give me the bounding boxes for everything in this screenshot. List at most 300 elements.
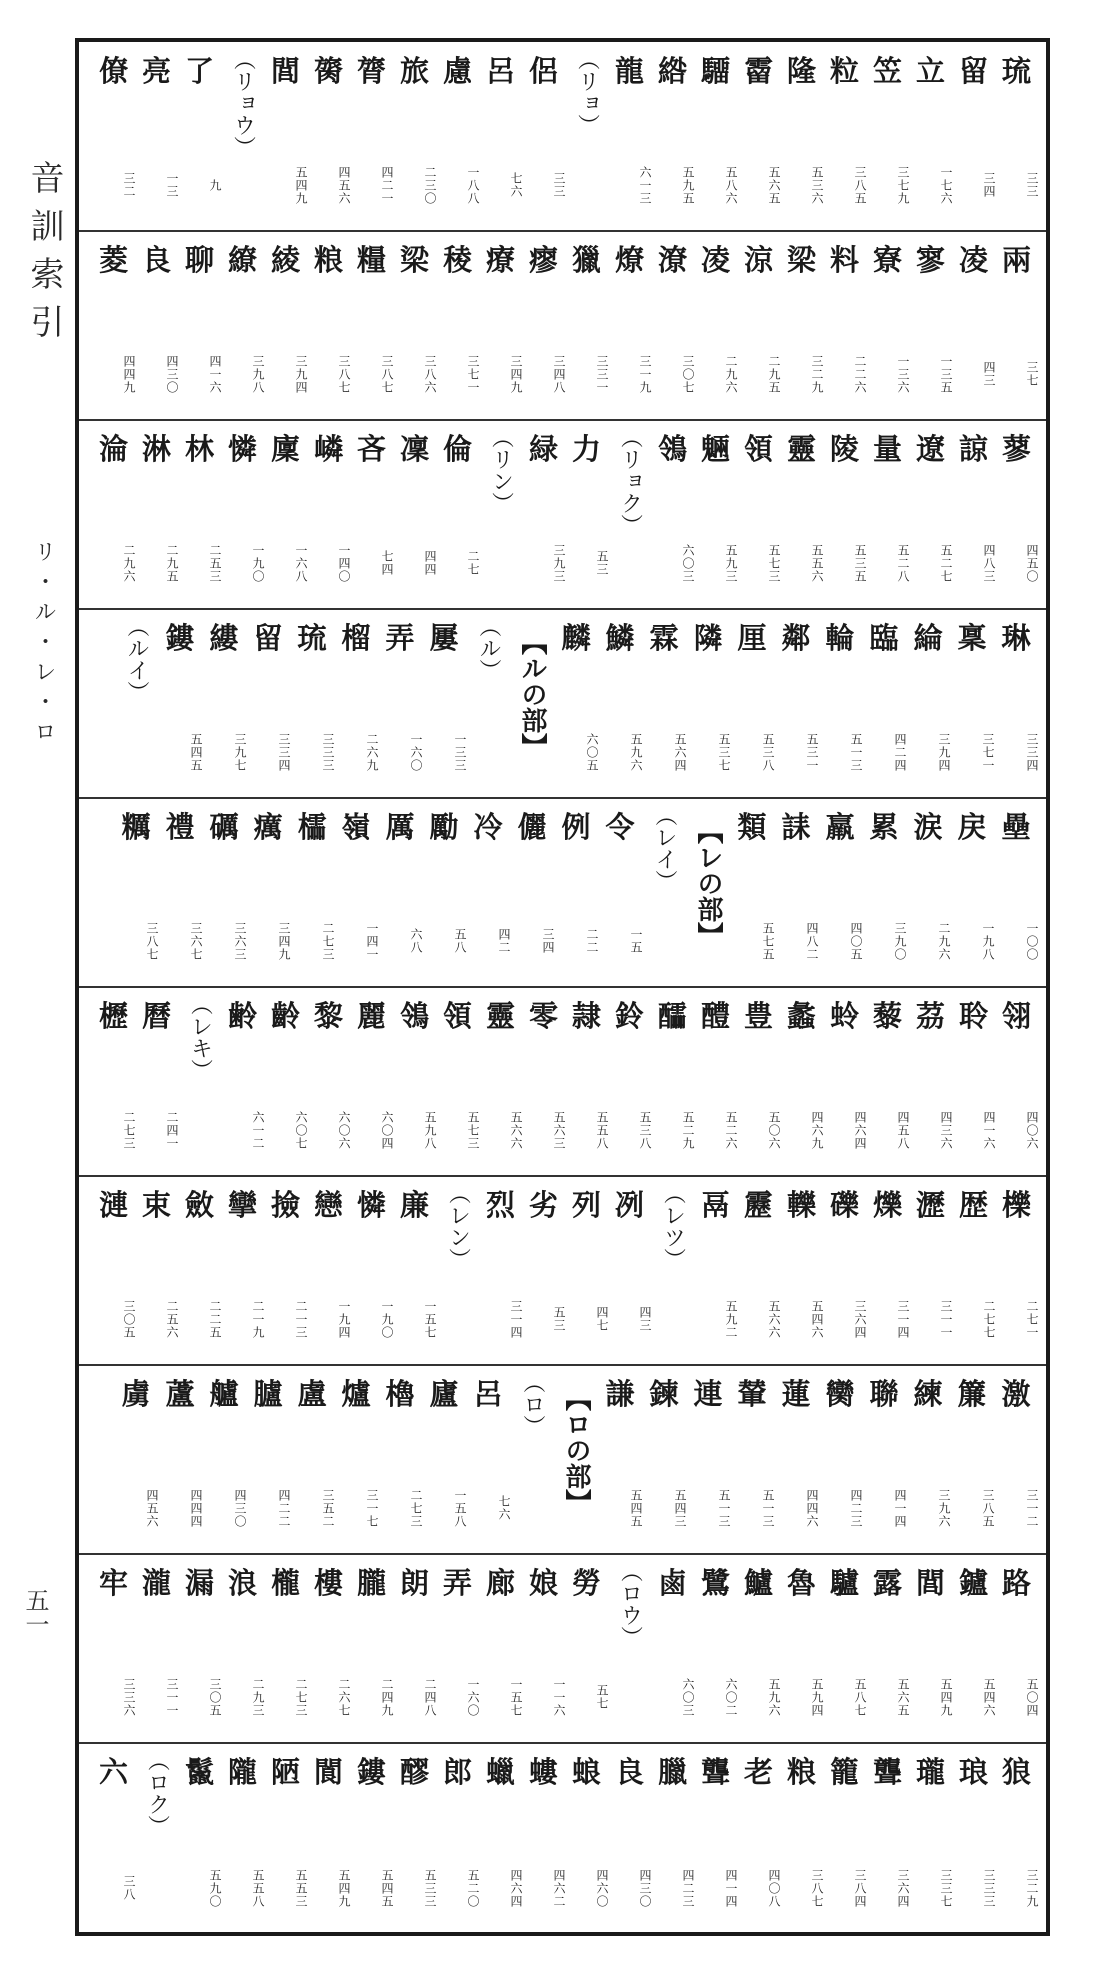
entry-character: 鈴 xyxy=(614,999,644,1033)
index-entry xyxy=(737,1743,780,1933)
index-entry xyxy=(737,420,780,608)
index-entry xyxy=(290,798,334,986)
entry-page-number: 二七三 xyxy=(294,1677,308,1717)
section-subtitle: リ・ル・レ・ロ xyxy=(31,540,56,750)
entry-character: 亮 xyxy=(141,54,171,88)
entry-page-number: 三四 xyxy=(541,928,555,954)
entry-character: 劣 xyxy=(528,1188,558,1222)
index-entry xyxy=(995,1743,1038,1933)
entry-page-number: 六〇七 xyxy=(294,1110,308,1150)
index-row xyxy=(79,42,1046,232)
index-entry xyxy=(350,420,393,608)
entry-character: 立 xyxy=(915,54,945,88)
entry-page-number: 四六四 xyxy=(853,1110,867,1150)
entry-character: 呂 xyxy=(473,1377,503,1411)
index-entry xyxy=(995,987,1038,1175)
index-entry xyxy=(565,420,608,608)
entry-character: 良 xyxy=(141,243,171,277)
index-row-entries xyxy=(92,987,1038,1175)
entry-character: 粮 xyxy=(313,243,343,277)
entry-character: 藜 xyxy=(872,999,902,1033)
entry-page-number: 三二 xyxy=(122,172,136,198)
entry-character: 凜 xyxy=(399,432,429,466)
reading-marker xyxy=(221,42,264,230)
index-entry xyxy=(246,609,290,797)
index-entry xyxy=(608,1743,651,1933)
index-entry xyxy=(422,1365,466,1553)
index-row xyxy=(79,1365,1046,1555)
index-entry xyxy=(598,1365,642,1553)
entry-page-number: 四六九 xyxy=(810,1110,824,1150)
entry-page-number: 四四 xyxy=(423,550,437,576)
entry-character: 綾 xyxy=(270,243,300,277)
entry-page-number: 六一二 xyxy=(251,1110,265,1150)
entry-character: 僚 xyxy=(98,54,128,88)
index-entry xyxy=(334,798,378,986)
entry-page-number: 一三六 xyxy=(896,354,910,394)
entry-character: 膐 xyxy=(313,54,343,88)
entry-page-number: 七四 xyxy=(380,550,394,576)
index-entry xyxy=(246,798,290,986)
entry-page-number: 五七三 xyxy=(767,543,781,583)
index-entry xyxy=(909,1743,952,1933)
index-row xyxy=(79,987,1046,1177)
index-entry xyxy=(737,231,780,419)
entry-page-number: 四三〇 xyxy=(165,354,179,394)
entry-page-number: 五四三 xyxy=(673,1488,687,1528)
entry-character: 廉 xyxy=(399,1188,429,1222)
entry-character: 魎 xyxy=(700,432,730,466)
index-entry xyxy=(694,231,737,419)
entry-character: 琅 xyxy=(958,1755,988,1789)
index-entry xyxy=(135,420,178,608)
entry-character: 鄰 xyxy=(781,621,811,655)
index-entry xyxy=(92,231,135,419)
entry-page-number: 五五三 xyxy=(294,1868,308,1908)
entry-character: 鷺 xyxy=(700,1566,730,1600)
entry-character: 櫺 xyxy=(297,810,327,844)
index-row-entries xyxy=(92,1554,1038,1742)
entry-page-number: 五三 xyxy=(595,550,609,576)
index-entry xyxy=(598,798,642,986)
entry-page-number: 五二九 xyxy=(681,1110,695,1150)
index-entry xyxy=(862,609,906,797)
entry-character: 綸 xyxy=(913,621,943,655)
entry-page-number: 五八 xyxy=(453,928,467,954)
index-entry xyxy=(264,1743,307,1933)
entry-character: 壘 xyxy=(1001,810,1031,844)
entry-character: 瀧 xyxy=(141,1566,171,1600)
entry-character: 粮 xyxy=(786,1755,816,1789)
entry-page-number: 五五六 xyxy=(810,543,824,583)
entry-character: （レン） xyxy=(445,1182,471,1270)
index-entry xyxy=(307,1554,350,1742)
entry-page-number: 四三 xyxy=(638,1306,652,1332)
entry-character: 爐 xyxy=(341,1377,371,1411)
entry-character: 厘 xyxy=(737,621,767,655)
entry-character: 旅 xyxy=(399,54,429,88)
entry-character: 蓮 xyxy=(781,1377,811,1411)
entry-page-number: 二六九 xyxy=(365,732,379,772)
index-row xyxy=(79,609,1046,799)
entry-page-number: 一五七 xyxy=(509,1677,523,1717)
entry-page-number: 五九八 xyxy=(423,1110,437,1150)
index-entry xyxy=(774,1365,818,1553)
entry-page-number: 三九七 xyxy=(233,732,247,772)
index-entry xyxy=(950,798,994,986)
entry-page-number: 一〇〇 xyxy=(1025,921,1039,961)
entry-page-number: 四五六 xyxy=(145,1488,159,1528)
index-row-entries xyxy=(114,609,1038,797)
entry-character: 涼 xyxy=(743,243,773,277)
index-entry xyxy=(522,1743,565,1933)
entry-page-number: 五〇四 xyxy=(1025,1677,1039,1717)
entry-page-number: 三三三 xyxy=(982,1868,996,1908)
entry-page-number: 三九三 xyxy=(552,543,566,583)
entry-page-number: 三九六 xyxy=(937,1488,951,1528)
index-entry xyxy=(393,42,436,230)
entry-character: 靈 xyxy=(485,999,515,1033)
entry-character: 廬 xyxy=(429,1377,459,1411)
index-entry xyxy=(906,1365,950,1553)
entry-page-number: 四二三 xyxy=(849,1488,863,1528)
index-entry xyxy=(436,231,479,419)
entry-character: 鱗 xyxy=(605,621,635,655)
entry-page-number: 二五三 xyxy=(208,543,222,583)
index-entry xyxy=(818,1365,862,1553)
index-entry xyxy=(730,798,774,986)
entry-page-number: 二二 xyxy=(585,928,599,954)
entry-character: 凌 xyxy=(700,243,730,277)
index-entry xyxy=(565,1743,608,1933)
index-entry xyxy=(780,1743,823,1933)
entry-page-number: 二九五 xyxy=(165,543,179,583)
entry-character: 嶺 xyxy=(341,810,371,844)
entry-character: 寮 xyxy=(872,243,902,277)
entry-page-number: 二九六 xyxy=(724,354,738,394)
index-entry xyxy=(909,1176,952,1364)
entry-page-number: 三六七 xyxy=(189,921,203,961)
entry-page-number: 四四六 xyxy=(805,1488,819,1528)
index-entry xyxy=(554,609,598,797)
index-entry xyxy=(866,231,909,419)
index-entry xyxy=(780,987,823,1175)
entry-character: 樓 xyxy=(313,1566,343,1600)
entry-page-number: 四一四 xyxy=(893,1488,907,1528)
entry-page-number: 三八六 xyxy=(423,354,437,394)
entry-character: 聯 xyxy=(869,1377,899,1411)
reading-marker xyxy=(466,609,510,797)
entry-page-number: 一五七 xyxy=(423,1299,437,1339)
entry-page-number: 三八七 xyxy=(380,354,394,394)
entry-page-number: 三三六 xyxy=(122,1677,136,1717)
index-entry xyxy=(565,987,608,1175)
index-entry xyxy=(422,798,466,986)
entry-character: 麟 xyxy=(561,621,591,655)
entry-character: 菱 xyxy=(98,243,128,277)
entry-page-number: 四二一 xyxy=(380,165,394,205)
entry-character: 謙 xyxy=(605,1377,635,1411)
index-entry xyxy=(135,231,178,419)
entry-page-number: 二四八 xyxy=(423,1677,437,1717)
entry-page-number: 五九六 xyxy=(767,1677,781,1717)
index-entry xyxy=(608,42,651,230)
entry-page-number: 五六六 xyxy=(767,1299,781,1339)
reading-marker xyxy=(178,987,221,1175)
entry-character: 糲 xyxy=(121,810,151,844)
index-entry xyxy=(952,987,995,1175)
entry-page-number: 七六 xyxy=(497,1495,511,1521)
index-entry xyxy=(522,1554,565,1742)
index-table xyxy=(75,38,1050,1936)
entry-character: 隆 xyxy=(786,54,816,88)
entry-character: 狼 xyxy=(1001,1755,1031,1789)
entry-page-number: 四二四 xyxy=(893,732,907,772)
entry-character: 梁 xyxy=(786,243,816,277)
index-entry xyxy=(823,1554,866,1742)
index-entry xyxy=(522,231,565,419)
entry-page-number: 五三八 xyxy=(761,732,775,772)
index-title: 音訓索引 xyxy=(24,160,64,352)
reading-marker xyxy=(479,420,522,608)
entry-character: 了 xyxy=(184,54,214,88)
index-entry xyxy=(221,1554,264,1742)
entry-page-number: 三八 xyxy=(122,1875,136,1901)
index-entry xyxy=(694,1554,737,1742)
entry-character: 列 xyxy=(571,1188,601,1222)
entry-character: 斂 xyxy=(184,1188,214,1222)
entry-page-number: 五三五 xyxy=(853,543,867,583)
entry-page-number: 四二二 xyxy=(277,1488,291,1528)
entry-page-number: 二七三 xyxy=(321,921,335,961)
entry-character: 艫 xyxy=(209,1377,239,1411)
entry-character: 浪 xyxy=(227,1566,257,1600)
entry-page-number: 五四六 xyxy=(982,1677,996,1717)
index-row-entries xyxy=(114,1365,1038,1553)
entry-character: 倫 xyxy=(442,432,472,466)
entry-character: 憐 xyxy=(227,432,257,466)
index-entry xyxy=(479,1176,522,1364)
index-row-entries xyxy=(92,1743,1038,1933)
section-heading xyxy=(554,1365,598,1553)
entry-page-number: 二四九 xyxy=(380,1677,394,1717)
entry-page-number: 五六五 xyxy=(896,1677,910,1717)
entry-character: 琳 xyxy=(1001,621,1031,655)
index-entry xyxy=(114,798,158,986)
entry-character: 翎 xyxy=(1001,999,1031,1033)
entry-page-number: 五二六 xyxy=(724,1110,738,1150)
index-entry xyxy=(92,1554,135,1742)
index-entry xyxy=(818,609,862,797)
index-entry xyxy=(393,1176,436,1364)
index-entry xyxy=(866,1743,909,1933)
entry-character: （リョク） xyxy=(617,426,643,536)
index-entry xyxy=(393,231,436,419)
entry-character: 鴒 xyxy=(399,999,429,1033)
entry-character: 靂 xyxy=(743,1188,773,1222)
index-entry xyxy=(651,1554,694,1742)
entry-page-number: 三四八 xyxy=(552,354,566,394)
entry-character: 隣 xyxy=(693,621,723,655)
entry-character: 糧 xyxy=(356,243,386,277)
entry-character: 領 xyxy=(743,432,773,466)
index-entry xyxy=(436,1743,479,1933)
entry-character: 【ルの部】 xyxy=(517,629,547,759)
entry-page-number: 四二 xyxy=(497,928,511,954)
entry-character: 零 xyxy=(528,999,558,1033)
index-entry xyxy=(92,1743,135,1933)
entry-character: 籠 xyxy=(829,1755,859,1789)
entry-character: 麗 xyxy=(356,999,386,1033)
index-entry xyxy=(909,987,952,1175)
entry-character: 廊 xyxy=(485,1566,515,1600)
index-entry xyxy=(780,42,823,230)
index-entry xyxy=(651,1743,694,1933)
index-entry xyxy=(114,1365,158,1553)
index-entry xyxy=(737,1176,780,1364)
entry-character: 蠟 xyxy=(485,1755,515,1789)
index-entry xyxy=(774,798,818,986)
entry-character: 龍 xyxy=(614,54,644,88)
entry-page-number: 四五六 xyxy=(337,165,351,205)
index-entry xyxy=(994,798,1038,986)
entry-character: 戀 xyxy=(313,1188,343,1222)
entry-character: 練 xyxy=(913,1377,943,1411)
entry-character: 瘳 xyxy=(528,243,558,277)
entry-page-number: 二九五 xyxy=(767,354,781,394)
entry-character: 漏 xyxy=(184,1566,214,1600)
entry-character: 儷 xyxy=(517,810,547,844)
entry-character: 蘆 xyxy=(165,1377,195,1411)
entry-character: 療 xyxy=(485,243,515,277)
entry-page-number: 五三八 xyxy=(638,1110,652,1150)
entry-page-number: 一四一 xyxy=(365,921,379,961)
entry-page-number: 四五八 xyxy=(896,1110,910,1150)
entry-character: 寥 xyxy=(915,243,945,277)
index-entry xyxy=(350,1176,393,1364)
entry-page-number: 三七一 xyxy=(466,354,480,394)
entry-page-number: 三九四 xyxy=(937,732,951,772)
entry-page-number: 五一三 xyxy=(761,1488,775,1528)
entry-page-number: 五九二 xyxy=(724,1299,738,1339)
entry-character: 齢 xyxy=(227,999,257,1033)
index-entry xyxy=(158,1365,202,1553)
index-entry xyxy=(221,231,264,419)
entry-character: 閭 xyxy=(915,1566,945,1600)
index-entry xyxy=(158,798,202,986)
entry-character: 聾 xyxy=(700,1755,730,1789)
index-row-entries xyxy=(114,798,1038,986)
entry-character: 戻 xyxy=(957,810,987,844)
index-entry xyxy=(393,1554,436,1742)
entry-page-number: 五六五 xyxy=(767,165,781,205)
entry-page-number: 三四 xyxy=(982,172,996,198)
index-row-entries xyxy=(92,42,1038,230)
entry-page-number: 三一一 xyxy=(939,1299,953,1339)
reading-marker xyxy=(114,609,158,797)
entry-page-number: 二六七 xyxy=(337,1677,351,1717)
index-entry xyxy=(737,42,780,230)
index-entry xyxy=(866,987,909,1175)
entry-page-number: 五七三 xyxy=(466,1110,480,1150)
index-entry xyxy=(952,1554,995,1742)
entry-character: 瀝 xyxy=(915,1188,945,1222)
entry-page-number: 四一六 xyxy=(208,354,222,394)
reading-marker xyxy=(651,1176,694,1364)
entry-character: 冽 xyxy=(614,1188,644,1222)
index-entry xyxy=(92,987,135,1175)
entry-page-number: 二四一 xyxy=(165,1110,179,1150)
entry-character: 朧 xyxy=(356,1566,386,1600)
entry-page-number: 五六六 xyxy=(509,1110,523,1150)
entry-character: 陵 xyxy=(829,432,859,466)
entry-character: 鬲 xyxy=(700,1188,730,1222)
index-entry xyxy=(158,609,202,797)
entry-page-number: 三三四 xyxy=(1025,732,1039,772)
index-entry xyxy=(178,1554,221,1742)
section-heading xyxy=(510,609,554,797)
entry-page-number: 五二八 xyxy=(896,543,910,583)
index-row xyxy=(79,420,1046,610)
entry-page-number: 二七七 xyxy=(982,1299,996,1339)
index-entry xyxy=(694,987,737,1175)
index-entry xyxy=(694,42,737,230)
entry-page-number: 四五〇 xyxy=(1025,543,1039,583)
entry-character: 曆 xyxy=(141,999,171,1033)
entry-character: 老 xyxy=(743,1755,773,1789)
entry-page-number: 一九〇 xyxy=(251,543,265,583)
entry-page-number: 三六四 xyxy=(896,1868,910,1908)
entry-character: 蠡 xyxy=(786,999,816,1033)
entry-page-number: 一八八 xyxy=(466,165,480,205)
index-row xyxy=(79,231,1046,421)
entry-character: 禮 xyxy=(165,810,195,844)
index-entry xyxy=(994,609,1038,797)
index-entry xyxy=(866,420,909,608)
entry-character: 廩 xyxy=(270,432,300,466)
entry-page-number: 二一九 xyxy=(251,1299,265,1339)
index-entry xyxy=(730,609,774,797)
index-entry xyxy=(522,987,565,1175)
entry-character: 霖 xyxy=(649,621,679,655)
index-entry xyxy=(651,987,694,1175)
index-row-entries xyxy=(92,1176,1038,1364)
index-entry xyxy=(780,420,823,608)
entry-character: （リョウ） xyxy=(230,48,256,158)
entry-page-number: 三八五 xyxy=(853,165,867,205)
entry-page-number: 五四九 xyxy=(939,1677,953,1717)
entry-character: 醴 xyxy=(700,999,730,1033)
index-entry xyxy=(952,1176,995,1364)
reading-marker xyxy=(608,420,651,608)
index-entry xyxy=(995,1554,1038,1742)
index-entry xyxy=(780,1176,823,1364)
entry-character: 膂 xyxy=(356,54,386,88)
entry-character: 鴒 xyxy=(657,432,687,466)
entry-page-number: 四四九 xyxy=(122,354,136,394)
index-entry xyxy=(393,987,436,1175)
entry-character: 遼 xyxy=(915,432,945,466)
entry-page-number: 三八七 xyxy=(337,354,351,394)
index-entry xyxy=(909,420,952,608)
entry-page-number: 五四九 xyxy=(337,1868,351,1908)
index-entry xyxy=(950,1365,994,1553)
index-entry xyxy=(952,42,995,230)
entry-page-number: 五〇六 xyxy=(767,1110,781,1150)
entry-page-number: 六八 xyxy=(409,928,423,954)
entry-character: 鏤 xyxy=(356,1755,386,1789)
entry-page-number: 五二〇 xyxy=(466,1868,480,1908)
